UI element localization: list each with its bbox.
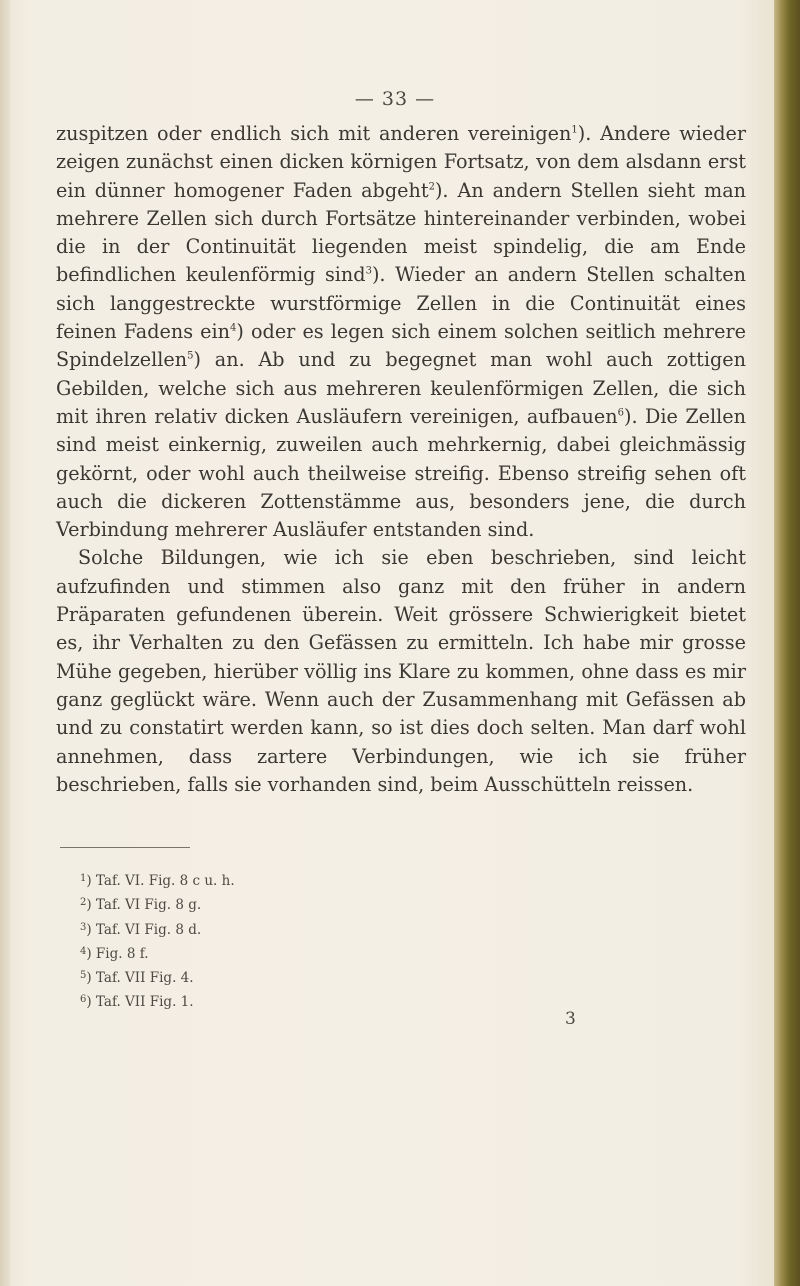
paragraph <box>56 544 746 799</box>
footnote-reference: 6 <box>617 407 624 419</box>
text-segment: ) oder es legen sich einem solchen seitlich mehrere Spindelzellen <box>56 320 746 372</box>
footnote-reference: 4 <box>230 322 237 334</box>
footnote-separator <box>60 847 190 848</box>
footnote <box>80 989 480 1013</box>
footnote-mark: 4 <box>80 945 87 957</box>
footnote-mark: 1 <box>80 873 87 884</box>
footnote <box>80 965 480 989</box>
text-segment: ). Die Zellen sind meist einkernig, zuweilen auch mehrkernig, dabei gleichmässig gekörnt, oder wohl auch theilweise streifig. Ebenso streifig sehen oft auch die dickeren Zottenstämme aus, besonders jene, die durch Verbindung mehrerer Ausläufer entstanden sind. <box>56 404 746 542</box>
footnote-text: ) Fig. 8 f. <box>86 945 149 962</box>
signature-mark: 3 <box>565 1009 576 1029</box>
footnote-reference: 5 <box>187 350 194 362</box>
footnote-text: ) Taf. VII Fig. 4. <box>86 970 194 987</box>
text-segment: Solche Bildungen, wie ich sie eben beschrieben, sind leicht aufzufinden und stimmen also ganz mit den früher in andern Präparaten gefundenen überein. Weit grössere Schwierigkeit bietet es, ihr Verhalten zu den Gefässen zu ermitteln. Ich habe mir grosse Mühe gegeben, hierüber völlig ins Klare zu kommen, ohne dass es mir ganz geglückt wäre. Wenn auch der Zusammenhang mit Gefässen ab und zu constatirt werden kann, so ist dies doch selten. Man darf wohl annehmen, dass zartere Verbindungen, wie ich sie früher beschrieben, falls sie vorhanden sind, beim Ausschütteln reissen. <box>56 546 746 796</box>
footnote-text: ) Taf. VI. Fig. 8 c u. h. <box>86 873 235 889</box>
page-left-edge <box>0 0 10 1286</box>
footnote <box>80 868 480 892</box>
footnote-text: ) Taf. VII Fig. 1. <box>86 994 194 1011</box>
footnote-mark: 2 <box>80 897 87 909</box>
text-segment: ) an. Ab und zu begegnet man wohl auch zottigen Gebilden, welche sich aus mehreren keulenförmigen Zellen, die sich mit ihren relativ dicken Ausläufern vereinigen, aufbauen <box>56 348 746 428</box>
paragraph <box>56 120 746 544</box>
text-segment: ). Wieder an andern Stellen schalten sich langgestreckte wurstförmige Zellen in die Continuität eines feinen Fadens ein <box>56 263 746 344</box>
text-segment: zuspitzen oder endlich sich mit anderen vereinigen <box>56 122 572 145</box>
footnote-text: ) Taf. VI Fig. 8 g. <box>86 897 202 914</box>
footnote-text: ) Taf. VI Fig. 8 d. <box>86 921 202 938</box>
footnote-mark: 3 <box>80 921 87 933</box>
text-segment: ). Andere wieder zeigen zunächst einen dicken körnigen Fortsatz, von dem alsdann erst ein dünner homogener Faden abgeht <box>56 122 747 202</box>
footnote-mark: 6 <box>80 994 87 1006</box>
footnote-reference: 1 <box>571 124 578 136</box>
book-spine-edge <box>774 0 800 1286</box>
page-number: — 33 — <box>354 88 436 110</box>
footnote <box>80 892 480 916</box>
footnotes <box>80 868 480 1014</box>
body-text <box>56 120 746 799</box>
footnote <box>80 941 480 965</box>
footnote-reference: 2 <box>428 181 435 193</box>
text-segment: ). An andern Stellen sieht man mehrere Zellen sich durch Fortsätze hintereinander verbinden, wobei die in der Continuität liegenden meist spindelig, die am Ende befindlichen keulenförmig sind <box>56 178 747 287</box>
footnote-mark: 5 <box>80 970 87 982</box>
footnote-reference: 3 <box>365 266 372 278</box>
footnote <box>80 917 480 941</box>
